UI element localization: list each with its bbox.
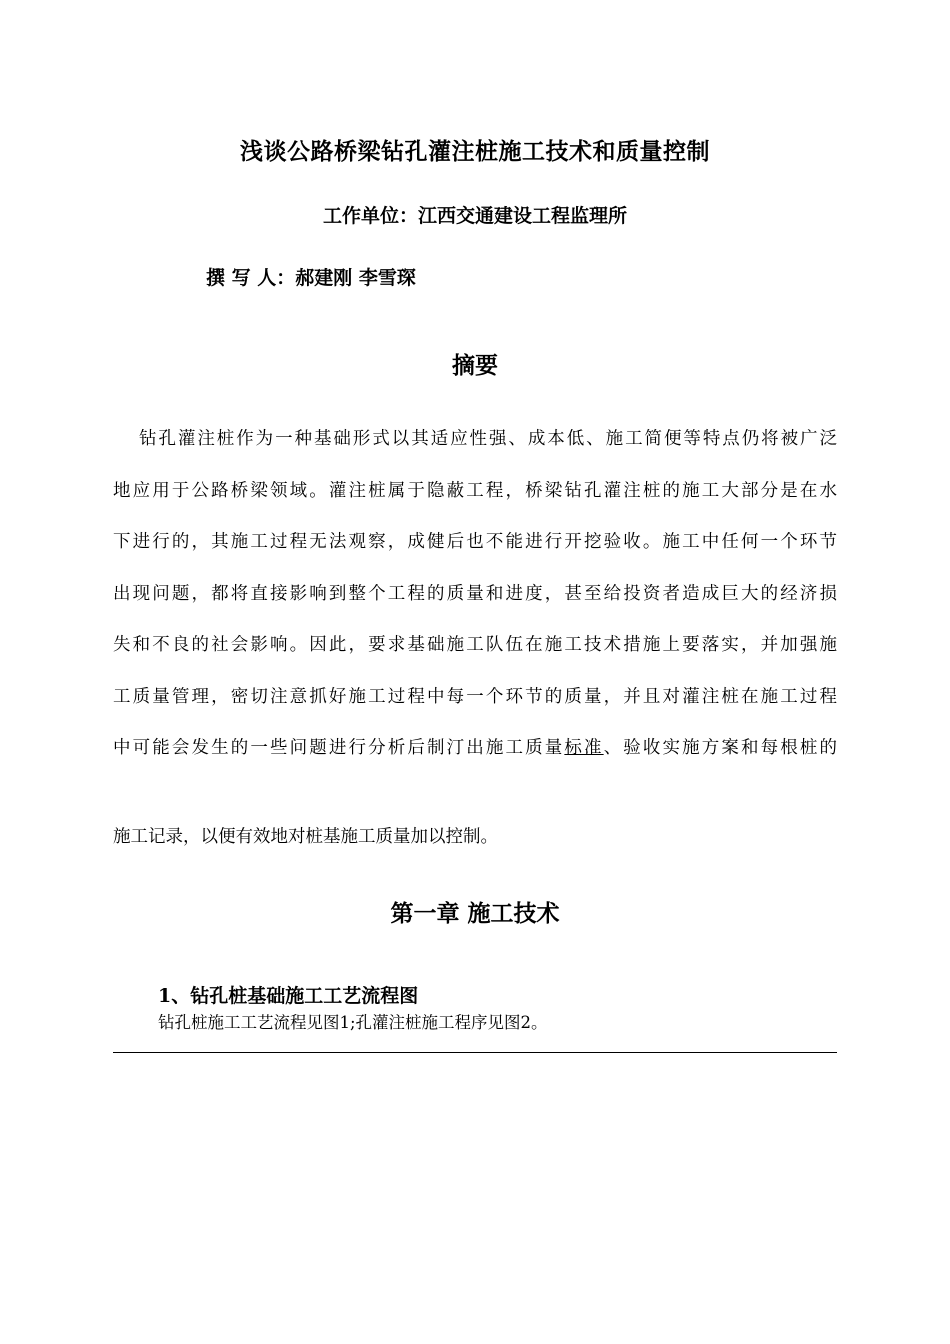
- abstract-line: 失和不良的社会影响。因此，要求基础施工队伍在施工技术措施上要落实，并加强施: [113, 635, 837, 655]
- work-unit-label: 工作单位：: [322, 205, 418, 227]
- work-unit-value: 江西交通建设工程监理所: [418, 205, 628, 227]
- author-line: [206, 263, 416, 290]
- abstract-line: 钻孔灌注桩作为一种基础形式以其适应性强、成本低、施工简便等特点仍将被广泛: [139, 429, 837, 449]
- abstract-heading: 摘要: [452, 352, 498, 379]
- horizontal-rule: [113, 1052, 837, 1053]
- abstract-line: 下进行的，其施工过程无法观察，成健后也不能进行开挖验收。施工中任何一个环节: [113, 532, 837, 552]
- abstract-line-text: 、验收实施方案和每根桩的: [603, 738, 837, 758]
- work-unit: [0, 201, 950, 228]
- section-heading: 1、钻孔桩基础施工工艺流程图: [158, 985, 419, 1007]
- abstract-body: [113, 422, 837, 871]
- standard-link-text: 标准: [564, 738, 604, 758]
- abstract-line: 出现问题，都将直接影响到整个工程的质量和进度，甚至给投资者造成巨大的经济损: [113, 583, 837, 604]
- author-names: 郝建刚 李雪琛: [295, 267, 416, 289]
- abstract-line: 地应用于公路桥梁领域。灌注桩属于隐蔽工程，桥梁钻孔灌注桩的施工大部分是在水: [113, 480, 837, 501]
- abstract-line: [113, 731, 837, 783]
- document-title: 浅谈公路桥梁钻孔灌注桩施工技术和质量控制: [240, 138, 710, 165]
- section-text: 钻孔桩施工工艺流程见图1;孔灌注桩施工程序见图2。: [158, 1013, 548, 1032]
- author-label: 撰 写 人：: [206, 267, 296, 289]
- abstract-line: 工质量管理，密切注意抓好施工过程中每一个环节的质量，并且对灌注桩在施工过程: [113, 686, 837, 707]
- abstract-line: 施工记录，以便有效地对桩基施工质量加以控制。: [113, 826, 498, 847]
- chapter-heading: 第一章 施工技术: [390, 900, 560, 927]
- abstract-line-text: 中可能会发生的一些问题进行分析后制汀出施工质量: [113, 738, 565, 758]
